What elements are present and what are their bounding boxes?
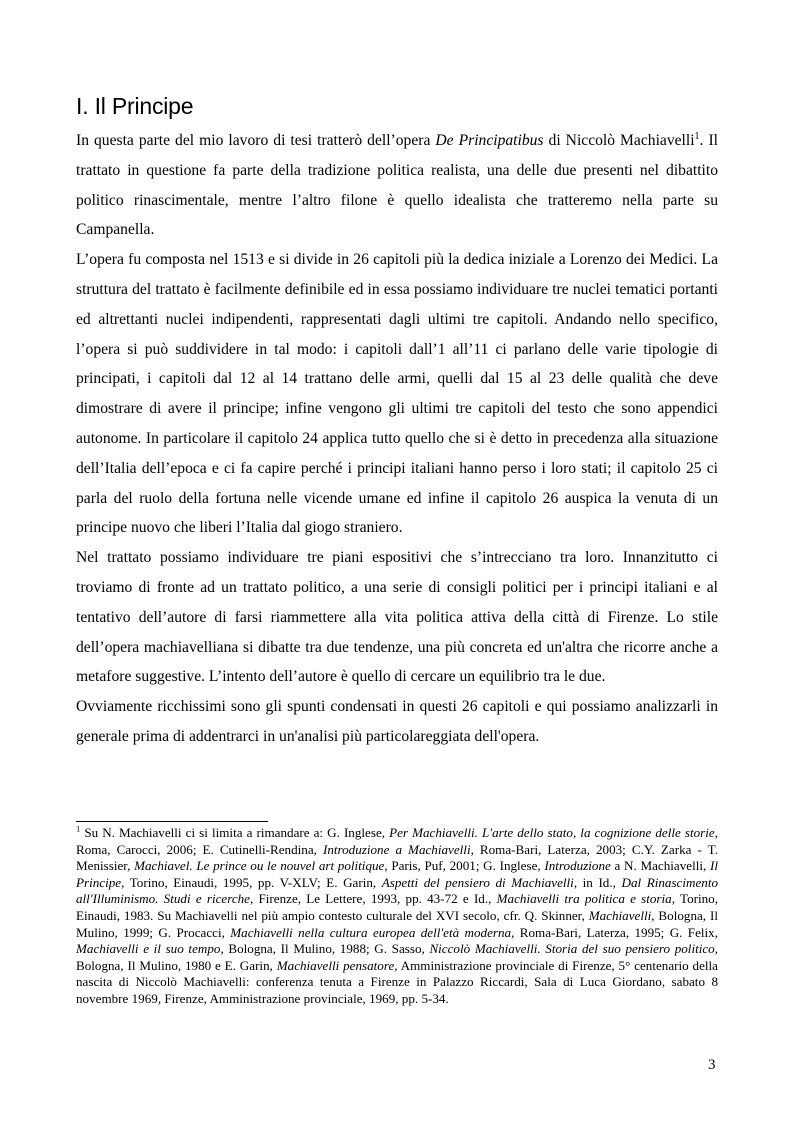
footnote-work-title: Machiavelli bbox=[588, 907, 652, 923]
footnote-text: Su N. Machiavelli ci si limita a rimandare a: G. Inglese, bbox=[80, 825, 390, 840]
footnote-text: , Torino, Einaudi, 1983. Su Machiavelli nel più ampio contesto culturale del XVI secolo, cfr. Q. Skinner, bbox=[76, 891, 718, 923]
paragraph-1-text-c: . Il trattato in questione fa parte della tradizione politica realista, una delle due presenti nel dibattito politico rinascimentale, mentre l’altro filone è quello idealista che tratteremo nella parte su Campanella. bbox=[76, 132, 718, 239]
footnote-text: Roma-Bari, Laterza, 2003; C.Y. Zarka - T. Menissier, bbox=[76, 841, 718, 874]
paragraph-2: L’opera fu composta nel 1513 e si divide in 26 capitoli più la dedica iniziale a Lorenzo dei Medici. La struttura del trattato è facilmente definibile ed in essa possiamo individuare tre nuclei tematici portanti ed altrettanti nuclei indipendenti, rappresentati dagli ultimi tre capitoli. Andando nello specifico, l’opera si può suddividere in tal modo: i capitoli dall’1 all’11 ci parlano delle varie tipologie di principati, i capitoli dal 12 al 14 trattano delle armi, quelli dal 15 al 23 delle qualità che deve dimostrare di avere il principe; infine vengono gli ultimi tre capitoli del testo che sono appendici autonome. In particolare il capitolo 24 applica tutto quello che si è detto in precedenza alla situazione dell’Italia dell’epoca e ci fa capire perché i principi italiani hanno perso i loro stati; il capitolo 25 ci parla del ruolo della fortuna nelle vicende umane ed infine il capitolo 26 auspica la venuta di un principe nuovo che liberi l’Italia dal giogo straniero. bbox=[76, 251, 718, 537]
work-title: De Principatibus bbox=[435, 132, 544, 149]
footnote-work-title: Niccolò Machiavelli. Storia del suo pensiero politico bbox=[429, 941, 715, 957]
paragraph-1-text-b: di Niccolò Machiavelli bbox=[543, 132, 695, 149]
footnote-work-title: Machiavelli e il suo tempo bbox=[76, 941, 221, 957]
footnote-work-title: Aspetti del pensiero di Machiavelli bbox=[381, 874, 574, 890]
footnote-work-title: Machiavelli pensatore bbox=[276, 957, 395, 973]
footnote-work-title: Introduzione a Machiavelli, bbox=[322, 841, 474, 857]
footnote-work-title: Machiavel. Le prince ou le nouvel art politique bbox=[134, 858, 385, 874]
paragraph-4: Ovviamente ricchissimi sono gli spunti condensati in questi 26 capitoli e qui possiamo analizzarli in generale prima di addentrarci in un'analisi più particolareggiata dell'opera. bbox=[76, 698, 718, 745]
body-text bbox=[76, 126, 718, 752]
footnote-work-title: Dal Rinascimento all'Illuminismo. Studi e ricerche bbox=[76, 874, 719, 907]
footnote-text: , in Id., bbox=[573, 874, 622, 890]
footnote-text: , Amministrazione provinciale di Firenze, 5° centenario della nascita di Niccolò Machiavelli: conferenza tenuta a Firenze in Palazzo Riccardi, Sala di Luca Giordano, sabato 8 novembre 1969, Firenze, Amministrazione provinciale, 1969, pp. 5-34. bbox=[76, 957, 718, 1006]
footnote-text: a N. Machiavelli, bbox=[610, 858, 710, 874]
footnote-text: , Bologna, Il Mulino, 1980 e E. Garin, bbox=[76, 941, 718, 973]
paragraph-1-text-a: In questa parte del mio lavoro di tesi tratterò dell’opera bbox=[76, 132, 436, 149]
footnote-work-title: Il Principe bbox=[76, 858, 718, 890]
footnote-mark: 1 bbox=[76, 823, 81, 834]
footnote-text: , Bologna, Il Mulino, 1999; G. Procacci, bbox=[76, 907, 718, 940]
footnote-work-title: Introduzione bbox=[544, 858, 611, 874]
footnote-reference[interactable]: 1 bbox=[694, 130, 700, 142]
footnote-text: , Torino, Einaudi, 1995, pp. V-XLV; E. Garin, bbox=[121, 874, 382, 890]
footnote-text: , Paris, Puf, 2001; G. Inglese, bbox=[384, 858, 545, 874]
footnote-text: , Bologna, Il Mulino, 1988; G. Sasso, bbox=[220, 941, 430, 957]
footnote-separator bbox=[76, 821, 268, 822]
page-number: 3 bbox=[708, 1057, 716, 1073]
paragraph-3: Nel trattato possiamo individuare tre piani espositivi che s’intrecciano tra loro. Innanzitutto ci troviamo di fronte ad un trattato politico, a una serie di consigli politici per i principi italiani e al tentativo dell’autore di farsi riammettere alla vita politica attiva della città di Firenze. Lo stile dell’opera machiavelliana si dibatte tra due tendenze, una più concreta ed un'altra che ricorre anche a metafore suggestive. L’intento dell’autore è quello di cercare un equilibrio tra le due. bbox=[76, 549, 718, 686]
paragraph-1 bbox=[76, 126, 718, 245]
footnote-text: , Roma, Carocci, 2006; E. Cutinelli-Rendina, bbox=[76, 825, 718, 857]
footnote-work-title: Machiavelli tra politica e storia bbox=[496, 891, 672, 907]
footnote-work-title: Machiavelli nella cultura europea dell'età moderna bbox=[230, 924, 512, 940]
footnote-work-title: Per Machiavelli. L'arte dello stato, la cognizione delle storie bbox=[389, 825, 715, 840]
footnote-text: , Firenze, Le Lettere, 1993, pp. 43-72 e Id., bbox=[250, 891, 497, 907]
footnote-text: , Roma-Bari, Laterza, 1995; G. Felix, bbox=[511, 924, 719, 940]
footnote-1 bbox=[76, 825, 718, 1008]
section-heading: I. Il Principe bbox=[76, 93, 194, 119]
